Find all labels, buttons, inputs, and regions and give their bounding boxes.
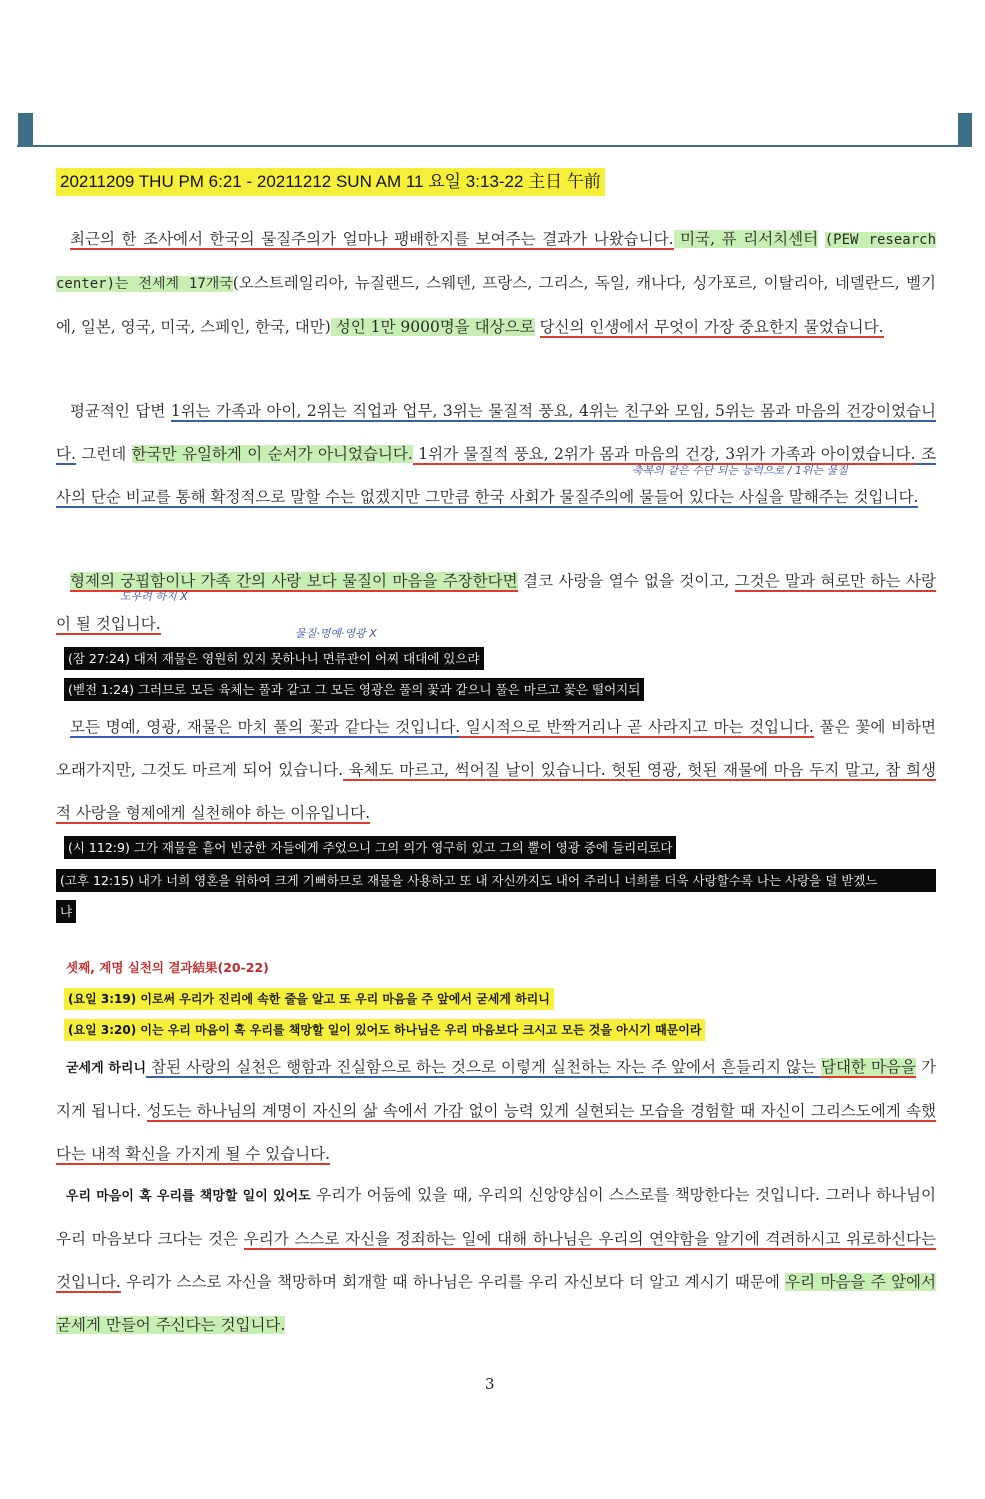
verse-prov-27-24: (잠 27:24) 대저 재물은 영원히 있지 못하나니 면류관이 어찌 대대에 있으랴 bbox=[64, 647, 484, 670]
verse-1jn-3-19: (요일 3:19) 이로써 우리가 진리에 속한 줄을 알고 또 우리 마음을 주 앞에서 굳세게 하리니 bbox=[64, 988, 554, 1010]
section-title: 셋째, 계명 실천의 결과結果(20-22) bbox=[66, 960, 269, 975]
date-header: 20211209 THU PM 6:21 - 20211212 SUN AM 11 요일 3:13-22 主日 午前 bbox=[56, 168, 605, 196]
p6-a: 우리가 어둠에 있을 때, 우리의 신앙양심이 스스로를 책망한다는 것입니다. 그러나 하나님이 우리 마음보다 크다는 것은 bbox=[56, 1186, 936, 1248]
paragraph-2 bbox=[56, 390, 936, 519]
p1-f: 당신의 인생에서 무엇이 가장 중요한지 물었습니다. bbox=[539, 318, 884, 336]
paragraph-3 bbox=[56, 560, 936, 646]
p5-a: 참된 사랑의 실천은 행함과 진실함으로 하는 것으로 이렇게 실천하는 자는 주 앞에서 흔들리지 않는 bbox=[146, 1058, 822, 1076]
p5-c: 가지게 됩니다. bbox=[56, 1058, 937, 1120]
p4-e: 헛된 영광, 헛된 재물에 마음 두지 말고, 참 희생적 사랑을 형제에게 실천해야 하는 이유입니다. bbox=[56, 761, 936, 822]
p1-d: (오스트레일리아, 뉴질랜드, 스웨덴, 프랑스, 그리스, 독일, 캐나다, 싱가포르, 이탈리아, 네델란드, 벨기에, 일본, 영국, 미국, 스페인, 한국, 대만) bbox=[56, 274, 936, 336]
page-number: 3 bbox=[485, 1375, 495, 1393]
p2-f: 조사의 단순 비교를 통해 확정적으로 말할 수는 없겠지만 그만큼 한국 사회가 물질주의에 물들어 있다는 사실을 말해주는 것입니다. bbox=[56, 445, 936, 506]
verse-1pet-1-24: (벧전 1:24) 그러므로 모든 육체는 풀과 같고 그 모든 영광은 풀의 꽃과 같으니 풀은 마르고 꽃은 떨어지되 bbox=[64, 678, 644, 701]
p1-a: 최근의 한 조사에서 한국의 물질주의가 얼마나 팽배한지를 보여주는 결과가 나왔습니다. bbox=[70, 230, 674, 248]
paragraph-1 bbox=[56, 218, 936, 349]
p6-d: 우리 마음을 주 앞에서 굳세게 만들어 주신다는 것입니다. bbox=[56, 1273, 936, 1334]
handwritten-note-1: 축복의 같은 수단 되는 능력으로 / 1위는 물질 bbox=[632, 464, 848, 477]
p4-b: 일시적으로 반짝거리나 곧 사라지고 마는 것입니다. bbox=[460, 718, 814, 736]
p6-b: 우리가 스스로 자신을 정죄하는 일에 대해 하나님은 우리의 연약함을 알기에 격려하시고 위로하신다는 것입니다. bbox=[56, 1230, 936, 1291]
p2-a: 평균적인 답변 bbox=[70, 402, 171, 420]
p1-b: 미국, 퓨 리서치센터 bbox=[673, 230, 819, 248]
p4-c: 풀은 꽃에 비하면 오래가지만, 그것도 마르게 되어 있습니다. bbox=[56, 718, 937, 779]
top-rule bbox=[17, 145, 972, 147]
verse-2cor-12-15-cont: 냐 bbox=[56, 900, 76, 923]
paragraph-4 bbox=[56, 706, 936, 835]
p6-c: 우리가 스스로 자신을 책망하며 회개할 때 하나님은 우리를 우리 자신보다 더 알고 계시기 때문에 bbox=[120, 1273, 786, 1291]
handwritten-note-2: 도우려 하지 X bbox=[120, 590, 188, 603]
verse-2cor-12-15-wrap bbox=[56, 869, 936, 935]
paragraph-6 bbox=[56, 1174, 936, 1347]
p4-a: 모든 명예, 영광, 재물은 마치 풀의 꽃과 같다는 것입니다. bbox=[70, 718, 461, 736]
p2-b: 1위는 가족과 아이, 2위는 직업과 업무, 3위는 물질적 풍요, 4위는 친구와 모임, 5위는 몸과 마음의 건강이었습니다. bbox=[56, 402, 936, 463]
p2-d: 한국만 유일하게 이 순서가 아니었습니다. bbox=[131, 445, 413, 463]
p3-b: 결코 사랑을 열수 없을 것이고, bbox=[517, 572, 735, 590]
p3-a: 형제의 궁핍함이나 가족 간의 사랑 보다 물질이 마음을 주장한다면 bbox=[70, 572, 518, 590]
p5-b: 담대한 마음을 bbox=[821, 1058, 916, 1076]
verse-ps-112-9: (시 112:9) 그가 재물을 흩어 빈궁한 자들에게 주었으니 그의 의가 영구히 있고 그의 뿔이 영광 중에 들리리로다 bbox=[64, 836, 676, 859]
p5-d: 성도는 하나님의 계명이 자신의 삶 속에서 가감 없이 능력 있게 실현되는 모습을 경험할 때 자신이 그리스도에게 속했다는 내적 확신을 가지게 될 수 있습니다. bbox=[56, 1102, 936, 1163]
verse-1jn-3-20: (요일 3:20) 이는 우리 마음이 혹 우리를 책망할 일이 있어도 하나님은 우리 마음보다 크시고 모든 것을 아시기 때문이라 bbox=[64, 1019, 705, 1041]
p3-c: 그것은 말과 혀로만 하는 사랑이 될 것입니다. bbox=[56, 572, 936, 633]
paragraph-5 bbox=[56, 1046, 936, 1176]
p4-d: 육체도 마르고, 썩어질 날이 있습니다. bbox=[343, 761, 606, 779]
p2-c: 그런데 bbox=[75, 445, 132, 463]
handwritten-note-3: 물질·명예·영광 X bbox=[295, 627, 377, 640]
p6-lead: 우리 마음이 혹 우리를 책망할 일이 있어도 bbox=[66, 1189, 311, 1204]
verse-2cor-12-15: (고후 12:15) 내가 너희 영혼을 위하여 크게 기뻐하므로 재물을 사용하고 또 내 자신까지도 내어 주리니 너희를 더욱 사랑할수록 나는 사랑을 덜 받겠느 bbox=[56, 869, 936, 892]
p5-lead: 굳세게 하리니 bbox=[66, 1061, 147, 1076]
left-bar bbox=[18, 113, 33, 147]
p2-e: 1위가 물질적 풍요, 2위가 몸과 마음의 건강, 3위가 가족과 아이였습니다. bbox=[412, 445, 916, 463]
p1-c: (PEW research center)는 전세계 17개국 bbox=[56, 232, 936, 292]
p1-e: 성인 1만 9000명을 대상으로 bbox=[330, 318, 535, 336]
right-bar bbox=[958, 113, 972, 147]
